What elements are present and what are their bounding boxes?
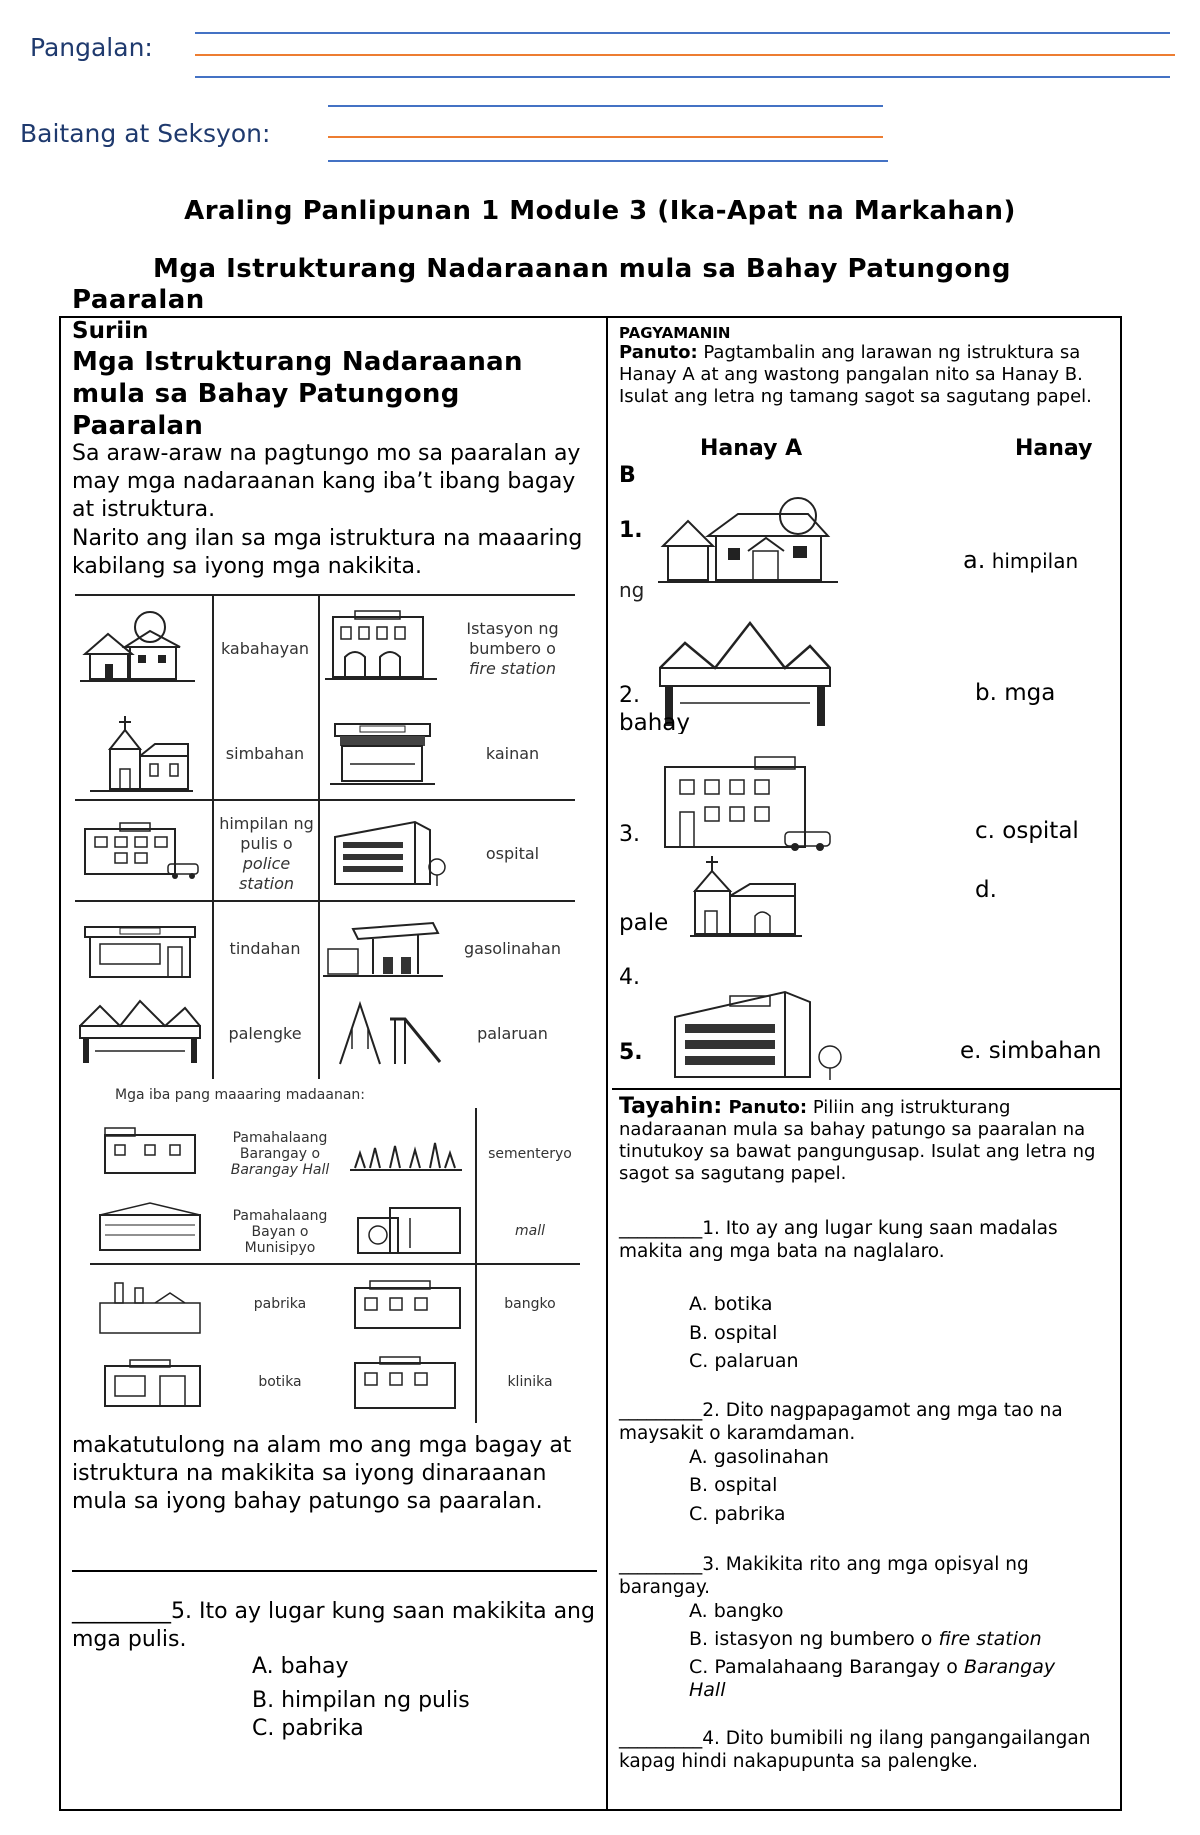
choice-b-fragment-text: bahay [619, 710, 690, 734]
mall-image [350, 1203, 465, 1258]
tayahin-instruction [619, 1096, 1111, 1185]
item-1-number: 1. [619, 518, 643, 543]
label-bayan-3: Munisipyo [244, 1240, 316, 1256]
label-kainan: kainan [485, 744, 540, 763]
q3-option-a: A. bangko [689, 1600, 784, 1622]
choice-c: c. ospital [975, 818, 1079, 844]
grade-line-2 [328, 136, 883, 138]
tindahan-image [80, 922, 205, 982]
ospital-image [325, 812, 450, 892]
choice-b: b. mga [975, 680, 1056, 706]
label-simbahan: simbahan [225, 744, 305, 763]
subtitle-line-1: Mga Istrukturang Nadaraanan mula sa Bahay Patungong [153, 254, 1011, 284]
q3-option-c [689, 1656, 1119, 1702]
choice-d-fragment: pale [619, 910, 669, 936]
label-himpilan-1: himpilan ng [219, 814, 314, 833]
q2-option-c: C. pabrika [689, 1503, 786, 1525]
name-line-2 [195, 54, 1175, 56]
choice-a-fragment: ng [619, 578, 645, 602]
column-divider [606, 316, 608, 1811]
suriin-closing: makatutulong na alam mo ang mga bagay at istruktura na makikita sa iyong dinaraanan mula sa iyong bahay patungo sa paaralan. [72, 1433, 572, 1514]
label-tindahan: tindahan [229, 939, 301, 958]
hanay-b-label-2: B [619, 463, 636, 488]
q5-option-c: C. pabrika [252, 1716, 364, 1741]
choice-d: d. [975, 877, 997, 903]
item-3-himpilan-image [660, 752, 840, 852]
q1-option-c: C. palaruan [689, 1350, 799, 1372]
panuto-label: Panuto: [619, 342, 698, 363]
pabrika-image [95, 1278, 210, 1338]
item-5-ospital-image [660, 982, 850, 1082]
label-bayan-2: Bayan o [251, 1224, 309, 1240]
page-subtitle [72, 254, 1092, 316]
q3-option-b [689, 1628, 1042, 1650]
q2-option-a: A. gasolinahan [689, 1446, 829, 1468]
botika-image [100, 1356, 210, 1411]
item-1-houses-image [658, 496, 843, 588]
simbahan-image [85, 714, 195, 794]
subtitle-line-2: Paaralan [72, 285, 205, 315]
other-structures-caption: Mga iba pang maaaring madaanan: [115, 1087, 366, 1103]
label-klinika: klinika [507, 1374, 553, 1390]
choice-e: e. simbahan [960, 1038, 1102, 1064]
label-ospital: ospital [485, 844, 540, 863]
kainan-image [330, 719, 440, 789]
item-4-simbahan-image [690, 856, 805, 938]
label-bangko: bangko [504, 1296, 556, 1312]
suriin-label: Suriin [72, 318, 149, 344]
barangay-hall-image [100, 1123, 205, 1178]
item-2-number: 2. [619, 683, 640, 708]
label-palaruan: palaruan [477, 1024, 548, 1043]
tayahin-label: Tayahin: [619, 1094, 723, 1119]
q1-option-b: B. ospital [689, 1322, 778, 1344]
choice-a-letter: a. [963, 546, 986, 574]
gasolinahan-image [323, 919, 448, 984]
label-istasyon-2: bumbero o [469, 639, 556, 658]
label-kabahayan: kabahayan [220, 639, 310, 658]
label-istasyon-1: Istasyon ng [466, 619, 559, 638]
right-section-rule [612, 1088, 1120, 1090]
palaruan-image [330, 994, 445, 1069]
q5-option-a: A. bahay [252, 1654, 349, 1679]
item-5-number: 5. [619, 1040, 643, 1065]
label-palengke: palengke [228, 1024, 302, 1043]
q5-option-b: B. himpilan ng pulis [252, 1688, 470, 1713]
suriin-intro-2: Narito ang ilan sa mga istruktura na maaaring kabilang sa iyong mga nakikita. [72, 526, 583, 579]
kabahayan-image [80, 609, 200, 689]
tayahin-question-3: _________3. Makikita rito ang mga opisyal ng barangay. [619, 1554, 1029, 1598]
pagyamanin-label [619, 322, 1111, 344]
other-structures-grid [90, 1108, 580, 1423]
label-bayan-1: Pamahalaang [232, 1208, 328, 1224]
name-line-1 [195, 32, 1170, 34]
q3-option-b-text: B. istasyon ng bumbero o [689, 1628, 939, 1650]
label-himpilan-2: pulis o [240, 834, 293, 853]
tayahin-question-1: _________1. Ito ay ang lugar kung saan madalas makita ang mga bata na naglalaro. [619, 1218, 1058, 1262]
pagyamanin-text: PAGYAMANIN [619, 324, 731, 342]
choice-a-text: himpilan [985, 549, 1079, 573]
q3-option-c-italic-1: Barangay [963, 1656, 1056, 1678]
fire-station-image [325, 609, 440, 684]
munisipyo-image [95, 1200, 210, 1255]
q2-option-b: B. ospital [689, 1474, 778, 1496]
tayahin-panuto-label: Panuto: [722, 1097, 808, 1118]
label-mall: mall [515, 1223, 545, 1239]
palengke-image [75, 996, 205, 1066]
name-line-3 [195, 76, 1170, 78]
grade-line-1 [328, 105, 883, 107]
q3-option-c-text: C. Pamalahaang Barangay o [689, 1656, 964, 1678]
name-label: Pangalan: [30, 33, 153, 62]
q3-option-c-italic-2: Hall [689, 1679, 726, 1701]
page-title: Araling Panlipunan 1 Module 3 (Ika-Apat na Markahan) [184, 196, 1016, 226]
tayahin-text: Piliin ang istrukturang nadaraanan mula sa bahay patungo sa paaralan na tinutukoy sa bawat pangungusap. Isulat ang letra ng sagot sa sagutang papel. [619, 1097, 1096, 1184]
panuto-text: Pagtambalin ang larawan ng istruktura sa Hanay A at ang wastong pangalan nito sa Hanay B. Isulat ang letra ng tamang sagot sa sagutang papel. [619, 342, 1092, 407]
label-gasolinahan: gasolinahan [463, 939, 561, 958]
hanay-a-label: Hanay A [700, 436, 803, 461]
label-istasyon-3: fire station [469, 659, 556, 678]
hanay-b-label-1: Hanay [1015, 436, 1093, 461]
sementeryo-image [350, 1128, 465, 1173]
item-3-number: 3. [619, 822, 640, 847]
label-botika: botika [258, 1374, 302, 1390]
tayahin-question-2: _________2. Dito nagpapagamot ang mga tao na maysakit o karamdaman. [619, 1400, 1063, 1444]
q1-option-a: A. botika [689, 1293, 773, 1315]
left-section-rule [72, 1570, 597, 1572]
grade-label: Baitang at Seksyon: [20, 119, 271, 148]
grade-line-3 [328, 160, 888, 162]
item-4-number: 4. [619, 965, 640, 990]
label-brgy-3: Barangay Hall [230, 1162, 330, 1178]
label-brgy-1: Pamahalaang [232, 1130, 328, 1146]
label-brgy-2: Barangay o [239, 1146, 321, 1162]
bangko-image [350, 1278, 465, 1333]
question-5: _________5. Ito ay lugar kung saan makikita ang mga pulis. [72, 1599, 595, 1652]
himpilan-image [80, 819, 205, 884]
choice-a [963, 546, 1078, 574]
suriin-title: Mga Istrukturang Nadaraanan mula sa Bahay Patungong Paaralan [72, 347, 523, 441]
suriin-intro-1: Sa araw-araw na pagtungo mo sa paaralan ay may mga nadaraanan kang iba’t ibang bagay at istruktura. [72, 441, 581, 522]
q3-option-b-italic: fire station [938, 1628, 1042, 1650]
klinika-image [350, 1353, 465, 1413]
label-pabrika: pabrika [253, 1296, 307, 1312]
label-himpilan-3: police [242, 854, 291, 873]
structures-grid [75, 594, 575, 1079]
label-himpilan-4: station [238, 874, 295, 893]
tayahin-question-4: _________4. Dito bumibili ng ilang pangangailangan kapag hindi nakapupunta sa palengke. [619, 1728, 1091, 1772]
pagyamanin-instruction [619, 342, 1111, 408]
label-sementeryo: sementeryo [488, 1146, 572, 1162]
choice-b-fragment [619, 710, 704, 734]
